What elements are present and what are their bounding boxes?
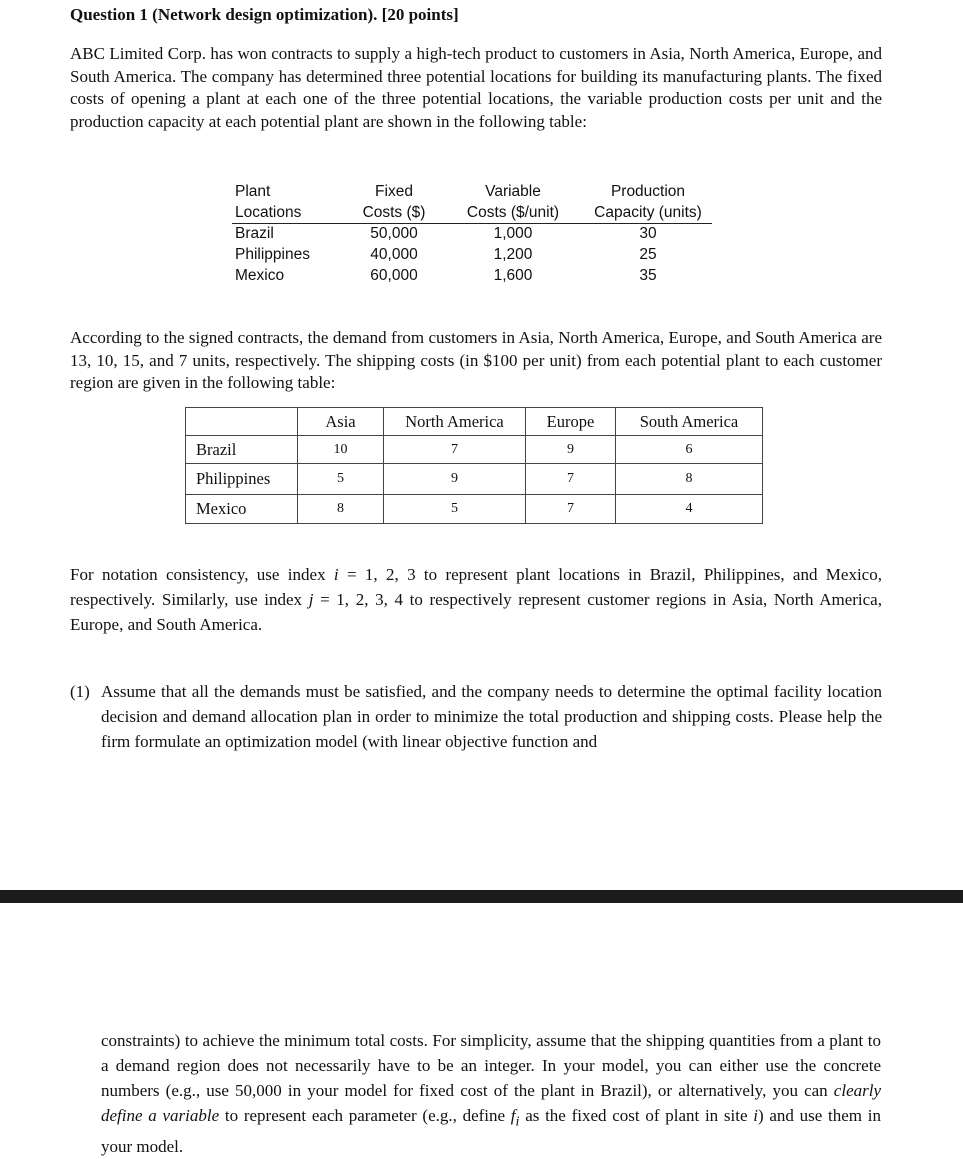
capacity-cell: 35 bbox=[639, 267, 657, 284]
cost-cell: 8 bbox=[298, 495, 384, 524]
cost-cell: 5 bbox=[384, 495, 526, 524]
index-j: j bbox=[308, 590, 314, 609]
cost-cell: 7 bbox=[526, 495, 616, 524]
header-line-2: Capacity (units) bbox=[594, 204, 702, 221]
table-row bbox=[186, 495, 763, 524]
corner-cell bbox=[186, 408, 298, 436]
row-label: Mexico bbox=[186, 495, 298, 524]
notation-text: = 1, 2, 3, 4 to respectively represent customer regions in Asia, North America, Europe, and South America. bbox=[70, 590, 882, 634]
cost-cell: 9 bbox=[526, 436, 616, 464]
notation-text: For notation consistency, use index bbox=[70, 565, 334, 584]
variable-cost-column bbox=[461, 181, 565, 286]
fixed-cost-cell: 40,000 bbox=[370, 246, 418, 263]
continuation-text: constraints) to achieve the minimum total costs. For simplicity, assume that the shipping quantities from a plant to a demand region does not necessarily have to be an integer. In your model, you can either use the concrete numbers (e.g., use 50,000 in your model for fixed cost of the plant in Brazil), or alternatively, you can bbox=[101, 1031, 881, 1100]
cost-cell: 4 bbox=[616, 495, 763, 524]
notation-text: = 1, 2, 3 to represent plant locations in Brazil, Philippines, and Mexico, respectively. Similarly, use index bbox=[70, 565, 882, 609]
table-row bbox=[186, 464, 763, 495]
cost-cell: 10 bbox=[298, 436, 384, 464]
table-row bbox=[186, 436, 763, 464]
cost-cell: 7 bbox=[526, 464, 616, 495]
item-text: Assume that all the demands must be satisfied, and the company needs to determine the optimal facility location decision and demand allocation plan in order to minimize the total production and shipping costs. Please help the firm formulate an optimization model (with linear objective function and bbox=[101, 682, 882, 751]
item-number: (1) bbox=[70, 682, 90, 701]
row-label: Brazil bbox=[186, 436, 298, 464]
page-divider-bar bbox=[0, 890, 963, 903]
continuation-text: to represent each parameter (e.g., define bbox=[219, 1106, 511, 1125]
column-header-europe: Europe bbox=[526, 408, 616, 436]
notation-paragraph bbox=[70, 562, 882, 637]
header-divider bbox=[232, 223, 712, 224]
fixed-cost-cell: 60,000 bbox=[370, 267, 418, 284]
intro-paragraph: ABC Limited Corp. has won contracts to supply a high-tech product to customers in Asia, North America, Europe, and South America. The company has determined three potential locations for building its manufacturing plants. The fixed costs of opening a plant at each one of the three potential locations, the variable production costs per unit and the production capacity at each potential plant are shown in the following table: bbox=[70, 44, 882, 131]
cost-cell: 9 bbox=[384, 464, 526, 495]
index-i: i bbox=[333, 565, 339, 584]
continuation-text: as the fixed cost of plant in site bbox=[519, 1106, 754, 1125]
param-subscript: i bbox=[515, 1113, 520, 1130]
header-line-1: Fixed bbox=[375, 183, 413, 200]
header-line-2: Costs ($/unit) bbox=[466, 204, 560, 221]
param-f: f bbox=[510, 1106, 516, 1125]
location-cell: Mexico bbox=[235, 267, 285, 284]
capacity-column bbox=[587, 181, 709, 286]
capacity-cell: 25 bbox=[639, 246, 657, 263]
cost-cell: 6 bbox=[616, 436, 763, 464]
table-header-row bbox=[186, 408, 763, 436]
location-cell: Philippines bbox=[235, 246, 310, 263]
question-item-1 bbox=[70, 679, 882, 754]
question-title: Question 1 (Network design optimization). [20 points] bbox=[70, 5, 459, 24]
header-line-1: Production bbox=[610, 183, 686, 200]
column-header-asia: Asia bbox=[298, 408, 384, 436]
location-cell: Brazil bbox=[235, 225, 274, 242]
fixed-cost-cell: 50,000 bbox=[370, 225, 418, 242]
cost-cell: 7 bbox=[384, 436, 526, 464]
column-header-south-america: South America bbox=[616, 408, 763, 436]
variable-cost-cell: 1,200 bbox=[493, 246, 533, 263]
cost-cell: 5 bbox=[298, 464, 384, 495]
fixed-cost-column bbox=[360, 181, 428, 286]
header-line-2: Costs ($) bbox=[362, 204, 426, 221]
column-header-north-america: North America bbox=[384, 408, 526, 436]
header-line-2: Locations bbox=[235, 204, 302, 221]
index-i: i bbox=[753, 1106, 758, 1125]
header-line-1: Variable bbox=[485, 183, 541, 200]
header-line-1: Plant bbox=[235, 183, 271, 200]
plant-location-column bbox=[235, 181, 310, 286]
variable-cost-cell: 1,000 bbox=[493, 225, 533, 242]
variable-cost-cell: 1,600 bbox=[493, 267, 533, 284]
continuation-text: ) and use them in your model. bbox=[101, 1106, 881, 1157]
continuation-paragraph bbox=[101, 1028, 881, 1159]
row-label: Philippines bbox=[186, 464, 298, 495]
emphasis-text: clearly define a variable bbox=[101, 1081, 881, 1125]
capacity-cell: 30 bbox=[639, 225, 657, 242]
shipping-cost-table bbox=[185, 407, 763, 524]
demand-paragraph: According to the signed contracts, the demand from customers in Asia, North America, Europe, and South America are 13, 10, 15, and 7 units, respectively. The shipping costs (in $100 per unit) from each potential plant to each customer region are given in the following table: bbox=[70, 328, 882, 392]
cost-cell: 8 bbox=[616, 464, 763, 495]
